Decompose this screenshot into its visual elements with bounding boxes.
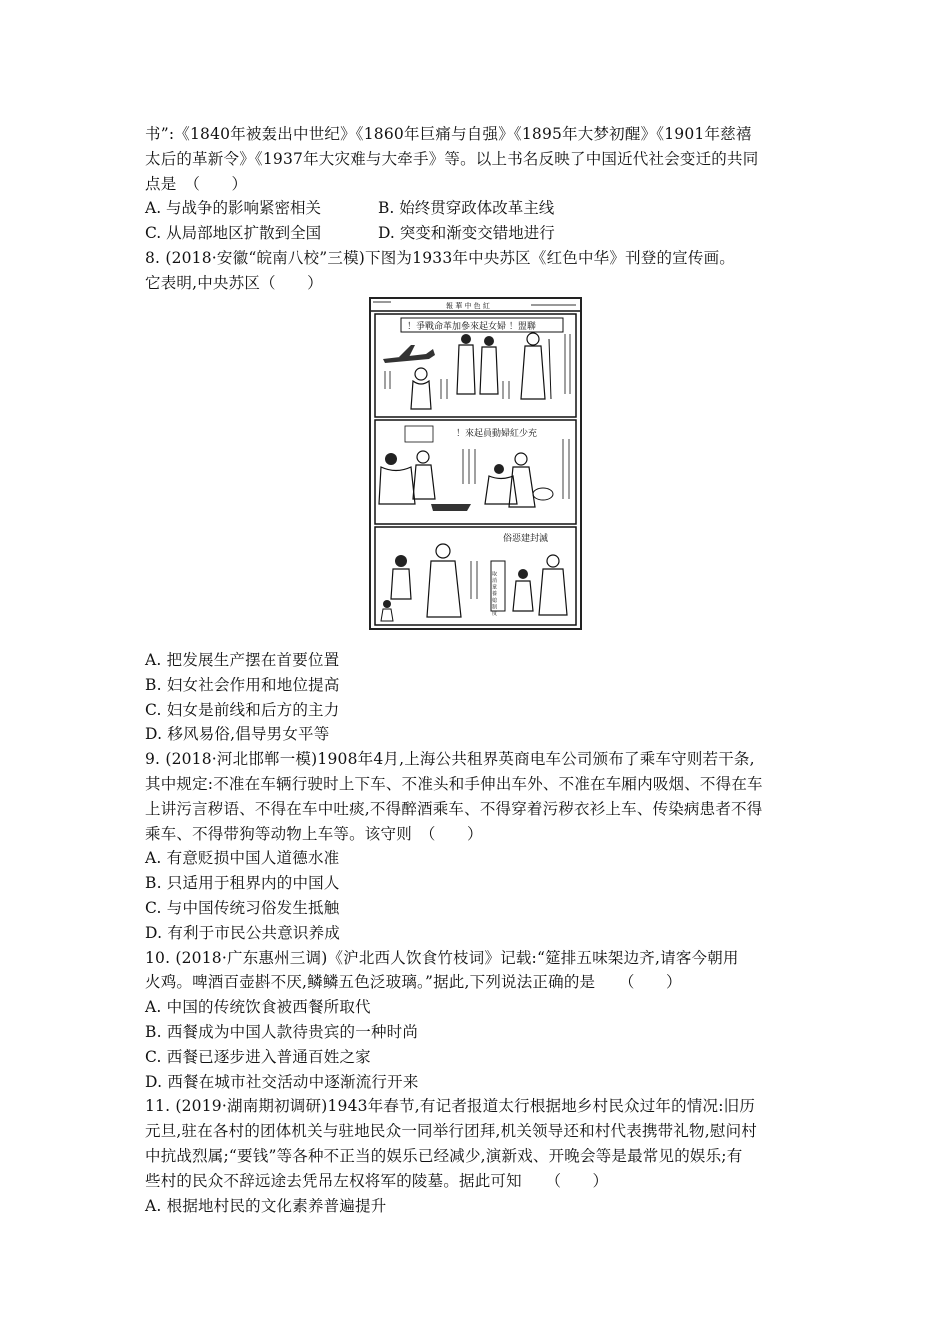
q9-option-c[interactable]: C. 与中国传统习俗发生抵触 <box>145 898 340 917</box>
q7-option-b[interactable]: B. 始终贯穿政体改革主线 <box>378 199 555 218</box>
q10-option-b[interactable]: B. 西餐成为中国人款待贵宾的一种时尚 <box>145 1022 419 1041</box>
q9-option-d[interactable]: D. 有利于市民公共意识养成 <box>145 923 341 942</box>
q10-stem-line-1: 10. (2018·广东惠州三调)《沪北西人饮食竹枝词》记载:“筵排五味架边齐,请客今朝用 <box>145 948 739 967</box>
signboard-text: 取 消 童 養 媳 制 度 <box>491 571 497 616</box>
cartoon-panel-3 <box>375 527 576 625</box>
propaganda-cartoon-figure <box>369 297 582 630</box>
figure-header-text: 報 華 中 色 紅 <box>446 302 490 310</box>
q11-stem-line-2: 元旦,驻在各村的团体机关与驻地民众一同举行团拜,机关领导还和村代表携带礼物,慰问村 <box>145 1122 757 1141</box>
q7-stem-line-1: 书”:《1840年被轰出中世纪》《1860年巨痛与自强》《1895年大梦初醒》《1901年慈禧 <box>145 125 752 143</box>
q8-option-b[interactable]: B. 妇女社会作用和地位提高 <box>145 675 340 694</box>
q9-option-b[interactable]: B. 只适用于租界内的中国人 <box>145 874 340 893</box>
q7-options-row-2 <box>145 221 815 246</box>
q9-stem-line-2: 其中规定:不准在车辆行驶时上下车、不准头和手伸出车外、不准在车厢内吸烟、不得在车 <box>145 774 763 793</box>
question-block-8-11 <box>145 648 815 1218</box>
q10-stem-line-2: 火鸡。啤酒百壶斟不厌,鳞鳞五色泛玻璃。”据此,下列说法正确的是 （ ） <box>145 973 682 992</box>
q7-stem-line-2: 太后的革新令》《1937年大灾难与大牵手》等。以上书名反映了中国近代社会变迁的共同 <box>145 149 759 168</box>
q7-stem-line-3: 点是 （ ） <box>145 174 248 193</box>
panel-1-banner-text: ！爭戰命革加參來起女婦 ！盟聯 <box>407 322 536 332</box>
q8-option-d[interactable]: D. 移风易俗,倡导男女平等 <box>145 725 330 744</box>
q10-option-c[interactable]: C. 西餐已逐步进入普通百姓之家 <box>145 1047 371 1066</box>
q10-option-d[interactable]: D. 西餐在城市社交活动中逐渐流行开来 <box>145 1072 419 1091</box>
q8-stem-line-2: 它表明,中央苏区（ ） <box>145 273 323 292</box>
panel-2-banner-text: ！來起員動婦紅少充 <box>456 429 538 439</box>
q9-stem-line-3: 上讲污言秽语、不得在车中吐痰,不得醉酒乘车、不得穿着污秽衣衫上车、传染病患者不得 <box>145 799 763 818</box>
panel-3-banner-text: 俗惡建封滅 <box>503 534 549 544</box>
q11-stem-line-3: 中抗战烈属;“要钱”等各种不正当的娱乐已经减少,演新戏、开晚会等是最常见的娱乐;有 <box>145 1146 743 1165</box>
q9-stem-line-4: 乘车、不得带狗等动物上车等。该守则 （ ） <box>145 824 483 843</box>
q11-option-a[interactable]: A. 根据地村民的文化素养普遍提升 <box>145 1196 387 1215</box>
q7-option-a[interactable]: A. 与战争的影响紧密相关 <box>145 199 322 218</box>
q7-option-c[interactable]: C. 从局部地区扩散到全国 <box>145 224 322 243</box>
q11-stem-line-4: 些村的民众不辞远途去凭吊左权将军的陵墓。据此可知 （ ） <box>145 1171 609 1190</box>
q9-stem-line-1: 9. (2018·河北邯郸一模)1908年4月,上海公共租界英商电车公司颁布了乘车守则若干条, <box>145 750 755 769</box>
q11-stem-line-1: 11. (2019·湖南期初调研)1943年春节,有记者报道太行根据地乡村民众过年的情况:旧历 <box>145 1097 756 1116</box>
cartoon-panel-1 <box>375 314 576 417</box>
q9-option-a[interactable]: A. 有意贬损中国人道德水准 <box>145 849 340 868</box>
cartoon-panel-2 <box>375 420 576 524</box>
q8-stem-line-1: 8. (2018·安徽“皖南八校”三模)下图为1933年中央苏区《红色中华》刊登的宣传画。 <box>145 248 735 267</box>
q7-option-d[interactable]: D. 突变和渐变交错地进行 <box>378 224 555 243</box>
q8-option-a[interactable]: A. 把发展生产摆在首要位置 <box>145 651 340 669</box>
q10-option-a[interactable]: A. 中国的传统饮食被西餐所取代 <box>145 998 371 1017</box>
q7-options-row-1 <box>145 196 815 221</box>
question-block-7-8 <box>145 122 815 296</box>
q8-option-c[interactable]: C. 妇女是前线和后方的主力 <box>145 700 340 719</box>
